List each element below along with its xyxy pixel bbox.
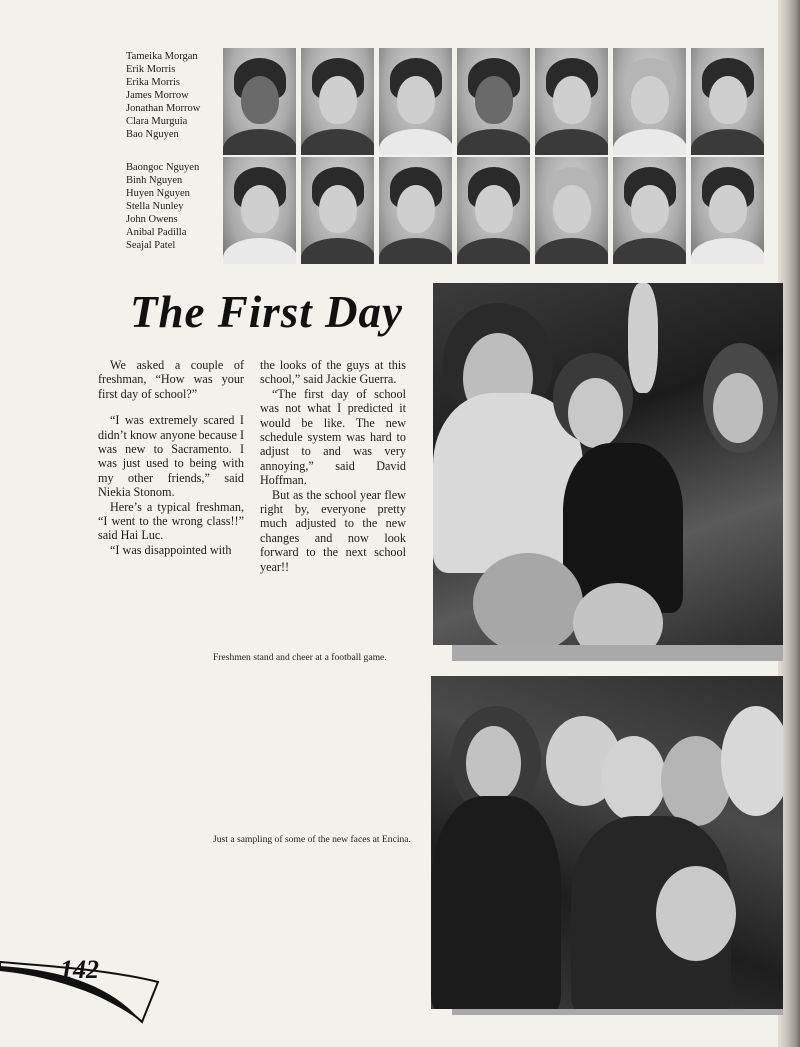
photo-drop-shadow — [452, 1009, 783, 1015]
student-portrait — [223, 48, 296, 155]
student-name: Erika Morris — [126, 77, 180, 88]
student-name: Bao Nguyen — [126, 129, 179, 140]
page-number: 142 — [60, 955, 99, 984]
student-portrait — [223, 157, 296, 264]
student-portrait — [301, 157, 374, 264]
student-portrait — [613, 48, 686, 155]
student-portrait — [379, 157, 452, 264]
student-portrait — [301, 48, 374, 155]
portrait-row-bottom — [223, 157, 764, 264]
student-portrait — [535, 157, 608, 264]
article-paragraph: “I was extremely scared I didn’t know anyone because I was new to Sacramento. I was just used to being with my other friends,” said Niekia Stonom. — [98, 413, 244, 500]
article-paragraph: We asked a couple of freshman, “How was your first day of school?” — [98, 358, 244, 401]
photo-drop-shadow — [452, 645, 783, 661]
student-name: Seajal Patel — [126, 240, 176, 251]
name-list-bottom — [126, 161, 218, 252]
article-paragraph: But as the school year flew right by, everyone pretty much adjusted to the new changes and now look forward to the next school year!! — [260, 487, 406, 574]
page-number-swoosh — [0, 940, 170, 1030]
photo-caption: Just a sampling of some of the new faces at Encina. — [213, 834, 411, 845]
student-name: Tameika Morgan — [126, 51, 198, 62]
student-name: Binh Nguyen — [126, 175, 183, 186]
student-name: Erik Morris — [126, 64, 176, 75]
student-portrait — [457, 157, 530, 264]
photo-caption: Freshmen stand and cheer at a football game. — [213, 652, 387, 663]
article-column-right — [260, 358, 406, 574]
article-paragraph: the looks of the guys at this school,” said Jackie Guerra. — [260, 358, 406, 387]
student-name: Clara Murguia — [126, 116, 188, 127]
student-name: James Morrow — [126, 90, 189, 101]
student-portrait — [613, 157, 686, 264]
student-name: Stella Nunley — [126, 201, 184, 212]
student-portrait — [535, 48, 608, 155]
headline: The First Day — [130, 287, 404, 337]
football-crowd-photo — [433, 283, 783, 645]
student-name: Baongoc Nguyen — [126, 162, 200, 173]
article-paragraph: “The first day of school was not what I predicted it would be like. The new schedule system was hard to adjust to and was very annoying,” said David Hoffman. — [260, 386, 406, 488]
student-portrait — [691, 48, 764, 155]
portrait-row-top — [223, 48, 764, 155]
name-list-top — [126, 50, 218, 141]
student-name: Huyen Nguyen — [126, 188, 190, 199]
article-column-left — [98, 358, 244, 557]
student-portrait — [457, 48, 530, 155]
student-portrait — [379, 48, 452, 155]
article-paragraph: “I was disappointed with — [110, 542, 232, 557]
student-name: Anibal Padilla — [126, 227, 187, 238]
new-faces-photo — [431, 676, 783, 1009]
student-portrait — [691, 157, 764, 264]
student-name: John Owens — [126, 214, 178, 225]
article-paragraph: Here’s a typical freshman, “I went to the wrong class!!” said Hai Luc. — [98, 499, 244, 543]
student-name: Jonathan Morrow — [126, 103, 201, 114]
